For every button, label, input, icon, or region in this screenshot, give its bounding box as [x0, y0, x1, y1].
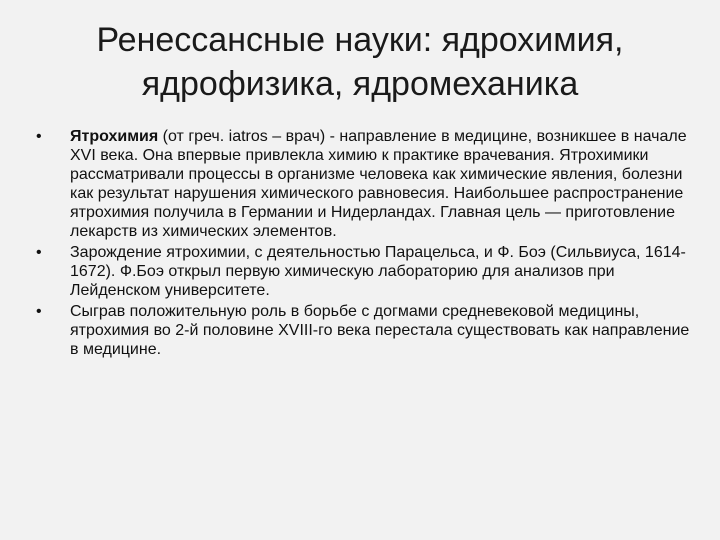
bullet-item — [36, 243, 696, 300]
bullet-term: Ятрохимия — [70, 128, 159, 145]
bullet-item — [36, 302, 696, 359]
bullet-body: Зарождение ятрохимии, с деятельностью Парацельса, и Ф. Боэ (Сильвиуса, 1614-1672). Ф.Боэ открыл первую химическую лабораторию для анализов при Лейденском университете. — [70, 244, 686, 299]
bullet-body: Сыграв положительную роль в борьбе с догмами средневековой медицины, ятрохимия во 2-й половине XVIII-го века перестала существовать как направление в медицине. — [70, 303, 690, 358]
bullet-dot-icon: • — [36, 244, 42, 261]
slide-title-line-2: ядрофизика, ядромеханика — [141, 65, 579, 103]
bullet-text — [70, 128, 687, 240]
bullet-body: (от греч. iatros – врач) - направление в медицине, возникшее в начале XVI века. Она впервые привлекла химию к практике врачевания. Ятрохимики рассматривали процессы в организме человека как химические явления, болезни как результат нарушения химического равновесия. Наибольшее распространение ятрохимия получила в Германии и Нидерландах. Главная цель — приготовление лекарств из химических элементов. — [70, 128, 687, 240]
slide-title — [20, 18, 700, 106]
bullet-list — [36, 127, 696, 361]
bullet-item — [36, 127, 696, 241]
bullet-dot-icon: • — [36, 303, 42, 320]
slide-title-line-1: Ренессансные науки: ядрохимия, — [96, 21, 624, 59]
bullet-dot-icon: • — [36, 128, 42, 145]
